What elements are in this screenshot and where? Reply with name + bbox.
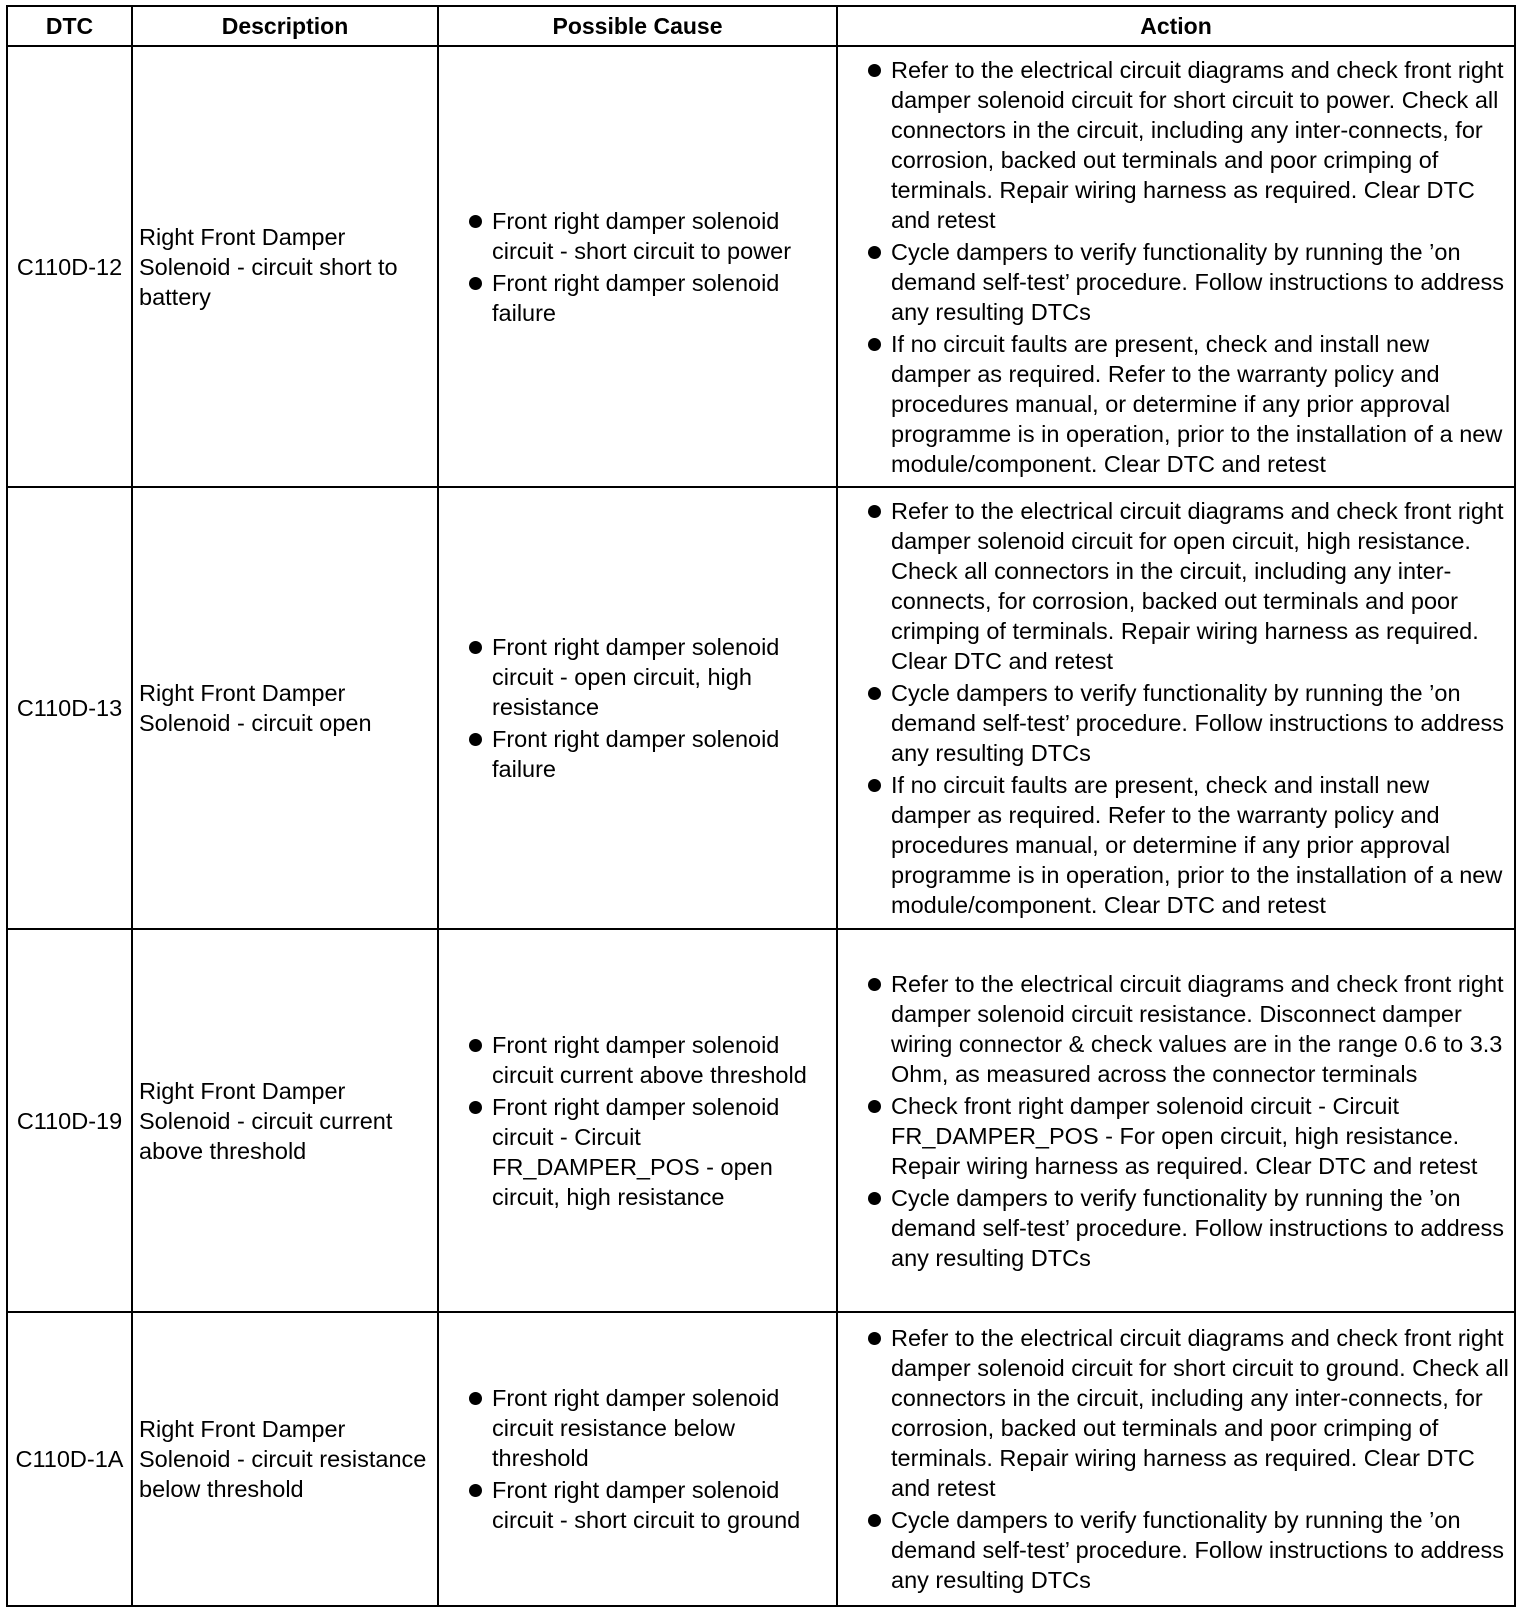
cause-text: Front right damper solenoid circuit - Circuit FR_DAMPER_POS - open circuit, high resistance xyxy=(492,1093,780,1210)
bullet-icon xyxy=(469,215,482,228)
bullet-icon xyxy=(469,1484,482,1497)
action-text: Refer to the electrical circuit diagrams and check front right damper solenoid circuit for short circuit to power. Check all connectors in the circuit, including any inter-connects, for corrosion, backed out terminals and poor crimping of terminals. Repair wiring harness as required. Clear DTC and retest xyxy=(891,56,1504,233)
bullet-icon xyxy=(469,277,482,290)
action-cell xyxy=(837,1312,1515,1606)
list-item xyxy=(447,1383,832,1473)
dtc-table xyxy=(6,5,1516,1607)
list-item xyxy=(846,969,1510,1089)
bullet-icon xyxy=(868,1192,881,1205)
dtc-description: Right Front Damper Solenoid - circuit short to battery xyxy=(132,46,438,487)
list-item xyxy=(846,237,1510,327)
action-cell xyxy=(837,929,1515,1312)
dtc-code: C110D-13 xyxy=(7,487,132,929)
table-row xyxy=(7,929,1515,1312)
list-item xyxy=(846,329,1510,479)
bullet-icon xyxy=(868,246,881,259)
action-list xyxy=(846,496,1510,920)
action-text: If no circuit faults are present, check and install new damper as required. Refer to the warranty policy and procedures manual, or determine if any prior approval programme is in operation, prior to the installation of a new module/component. Clear DTC and retest xyxy=(891,330,1503,477)
cause-text: Front right damper solenoid circuit - short circuit to ground xyxy=(492,1477,801,1533)
action-text: Refer to the electrical circuit diagrams and check front right damper solenoid circuit for open circuit, high resistance. Check all connectors in the circuit, including any inter-connects, for corrosion, backed out terminals and poor crimping of terminals. Repair wiring harness as required. Clear DTC and retest xyxy=(891,498,1504,674)
dtc-description: Right Front Damper Solenoid - circuit open xyxy=(132,487,438,929)
dtc-code: C110D-19 xyxy=(7,929,132,1312)
action-list xyxy=(846,969,1510,1273)
list-item xyxy=(447,724,832,784)
list-item xyxy=(447,206,832,266)
action-text: If no circuit faults are present, check and install new damper as required. Refer to the warranty policy and procedures manual, or determine if any prior approval programme is in operation, prior to the installation of a new module/component. Clear DTC and retest xyxy=(891,772,1503,918)
list-item xyxy=(846,770,1510,920)
bullet-icon xyxy=(469,1101,482,1114)
possible-cause-cell xyxy=(438,46,837,487)
bullet-icon xyxy=(868,779,881,792)
header-dtc: DTC xyxy=(7,6,132,46)
cause-list xyxy=(447,1030,832,1212)
list-item xyxy=(447,1092,832,1212)
header-action: Action xyxy=(837,6,1515,46)
list-item xyxy=(846,1323,1510,1503)
list-item xyxy=(846,1505,1510,1595)
list-item xyxy=(447,1475,832,1535)
table-row xyxy=(7,487,1515,929)
bullet-icon xyxy=(469,1392,482,1405)
list-item xyxy=(846,496,1510,676)
bullet-icon xyxy=(868,338,881,351)
action-text: Refer to the electrical circuit diagrams and check front right damper solenoid circuit for short circuit to ground. Check all connectors in the circuit, including any inter-connects, for corrosion, backed out terminals and poor crimping of terminals. Repair wiring harness as required. Clear DTC and retest xyxy=(891,1325,1509,1501)
bullet-icon xyxy=(868,687,881,700)
action-list xyxy=(846,55,1510,479)
list-item xyxy=(447,1030,832,1090)
cause-text: Front right damper solenoid circuit resistance below threshold xyxy=(492,1385,780,1471)
list-item xyxy=(846,1183,1510,1273)
cause-text: Front right damper solenoid failure xyxy=(492,726,780,782)
action-cell xyxy=(837,46,1515,487)
header-possible-cause: Possible Cause xyxy=(438,6,837,46)
bullet-icon xyxy=(868,1514,881,1527)
dtc-description: Right Front Damper Solenoid - circuit current above threshold xyxy=(132,929,438,1312)
action-text: Cycle dampers to verify functionality by running the ’on demand self-test’ procedure. Follow instructions to address any resulting DTCs xyxy=(891,680,1505,766)
bullet-icon xyxy=(868,505,881,518)
cause-list xyxy=(447,1383,832,1535)
cause-text: Front right damper solenoid failure xyxy=(492,269,780,326)
list-item xyxy=(447,268,832,328)
dtc-description: Right Front Damper Solenoid - circuit resistance below threshold xyxy=(132,1312,438,1606)
table-row xyxy=(7,46,1515,487)
cause-list xyxy=(447,632,832,784)
bullet-icon xyxy=(469,733,482,746)
action-text: Refer to the electrical circuit diagrams and check front right damper solenoid circuit resistance. Disconnect damper wiring connector & check values are in the range 0.6 to 3.3 Ohm, as measured across the connector terminals xyxy=(891,970,1504,1087)
possible-cause-cell xyxy=(438,1312,837,1606)
dtc-code: C110D-12 xyxy=(7,46,132,487)
action-text: Cycle dampers to verify functionality by running the ’on demand self-test’ procedure. Follow instructions to address any resulting DTCs xyxy=(891,238,1505,325)
list-item xyxy=(846,1091,1510,1181)
table-row xyxy=(7,1312,1515,1606)
cause-text: Front right damper solenoid circuit current above threshold xyxy=(492,1031,807,1088)
table-header-row xyxy=(7,6,1515,46)
action-text: Cycle dampers to verify functionality by running the ’on demand self-test’ procedure. Follow instructions to address any resulting DTCs xyxy=(891,1184,1505,1271)
bullet-icon xyxy=(469,641,482,654)
bullet-icon xyxy=(868,1100,881,1113)
dtc-code: C110D-1A xyxy=(7,1312,132,1606)
possible-cause-cell xyxy=(438,929,837,1312)
list-item xyxy=(846,55,1510,235)
cause-text: Front right damper solenoid circuit - short circuit to power xyxy=(492,207,792,264)
document-page xyxy=(6,5,1514,1607)
action-list xyxy=(846,1323,1510,1595)
list-item xyxy=(846,678,1510,768)
cause-text: Front right damper solenoid circuit - open circuit, high resistance xyxy=(492,634,780,720)
bullet-icon xyxy=(868,978,881,991)
action-text: Check front right damper solenoid circuit - Circuit FR_DAMPER_POS - For open circuit, high resistance. Repair wiring harness as required. Clear DTC and retest xyxy=(891,1092,1478,1179)
cause-list xyxy=(447,206,832,328)
action-cell xyxy=(837,487,1515,929)
bullet-icon xyxy=(868,64,881,77)
bullet-icon xyxy=(868,1332,881,1345)
action-text: Cycle dampers to verify functionality by running the ’on demand self-test’ procedure. Follow instructions to address any resulting DTCs xyxy=(891,1507,1505,1593)
list-item xyxy=(447,632,832,722)
possible-cause-cell xyxy=(438,487,837,929)
header-description: Description xyxy=(132,6,438,46)
bullet-icon xyxy=(469,1039,482,1052)
